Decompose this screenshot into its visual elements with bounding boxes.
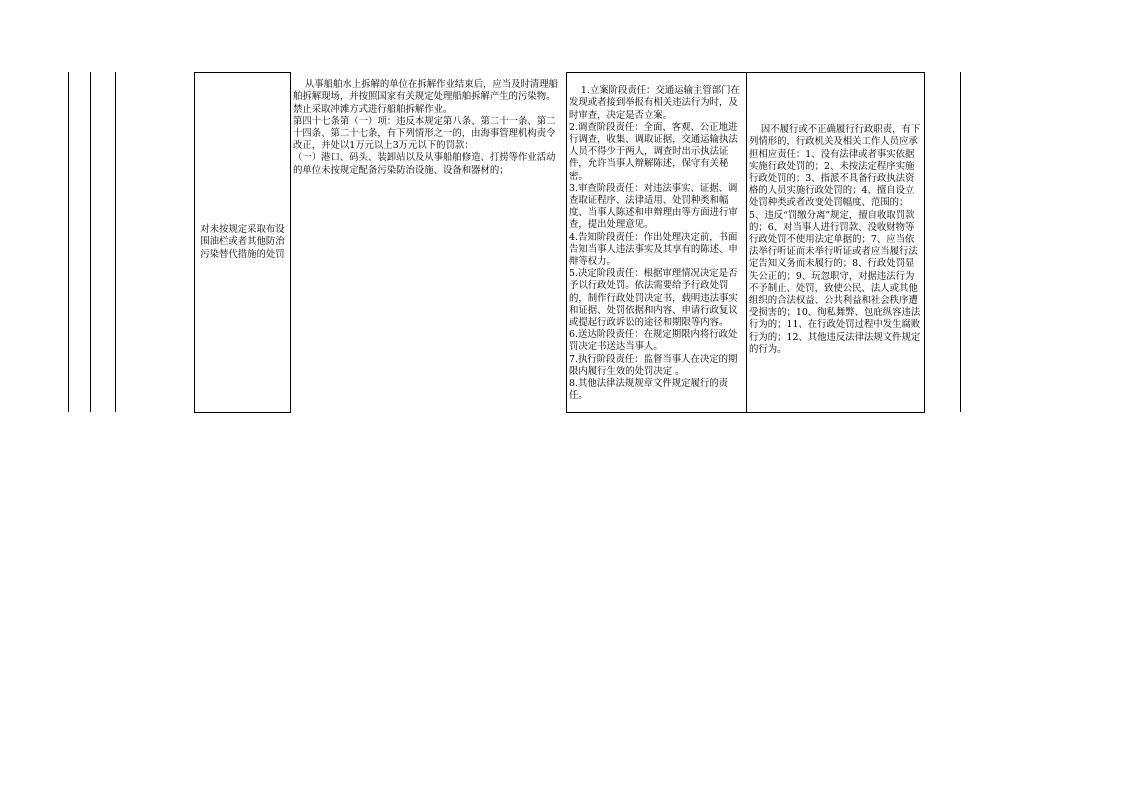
accountability-cell: [747, 112, 924, 410]
responsibility-cell: [567, 73, 746, 412]
table-border-left-2: [90, 72, 91, 412]
legal-basis-text: 从事船舶水上拆解的单位在拆解作业结束后，应当及时清理船舶拆解现场，并按照国家有关规定处理船舶拆解产生的污染物。 禁止采取冲滩方式进行船舶拆解作业。 第四十七条第（一）项：违反本规定第八条、第二十一条、第二十四条、第二十七条，有下列情形之一的，由海事管理机构责令改正，并处以1万元以上3万元以下的罚款： （一）港口、码头、装卸站以及从事船舶修造、打捞等作业活动的单位未按规定配备污染防治设施、设备和器材的；: [293, 79, 559, 176]
item-name-text: 对未按规定采取布设围油栏或者其他防治污染替代措施的处罚: [200, 224, 285, 260]
table-border-left-3: [115, 72, 116, 412]
responsibility-text: 1.立案阶段责任：交通运输主管部门在发现或者接到举报有相关违法行为时，及时审查，决定是否立案。 2.调查阶段责任：全面、客观、公正地进行调查，收集、调取证据，交通运输执法人员不得少于两人，调查时出示执法证件，允许当事人辩解陈述，保守有关秘密。 3.审查阶段责任：对违法事实、证据、调查取证程序、法律适用、处罚种类和幅度、当事人陈述和申辩理由等方面进行审查，提出处理意见。 4.告知阶段责任：作出处理决定前，书面告知当事人违法事实及其享有的陈述、申辩等权力。 5.决定阶段责任：根据审理情况决定是否予以行政处罚。依法需要给予行政处罚的，制作行政处罚决定书，载明违法事实和证据、处罚依据和内容、申请行政复议或提起行政诉讼的途径和期限等内容。 6.送达阶段责任：在规定期限内将行政处罚决定书送达当事人。 7.执行阶段责任：监督当事人在决定的期限内履行生效的处罚决定 。 8.其他法律法规规章文件规定履行的责任。: [569, 85, 740, 402]
table-border-left-1: [68, 72, 69, 412]
accountability-text: 因不履行或不正确履行行政职责，有下列情形的，行政机关及相关工作人员应承担相应责任：1、没有法律或者事实依据实施行政处罚的；2、未按法定程序实施行政处罚的；3、指派不具备行政执法资格的人员实施行政处罚的；4、擅自设立处罚种类或者改变处罚幅度、范围的；5、违反“罚缴分离”规定，擅自收取罚款的；6、对当事人进行罚款、没收财物等行政处罚不使用法定单据的；7、应当依法举行听证而未举行听证或者应当履行法定告知义务而未履行的；8、行政处罚显失公正的；9、玩忽职守，对据违法行为不予制止、处罚，致使公民、法人或其他组织的合法权益、公共利益和社会秩序遭受损害的；10、徇私舞弊、包庇纵容违法行为的；11、在行政处罚过程中发生腐败行为的；12、其他违反法律法规文件规定的行为。: [749, 124, 921, 355]
legal-basis-cell: [291, 67, 563, 197]
item-name-cell: [195, 73, 290, 412]
table-border-right: [960, 72, 961, 412]
